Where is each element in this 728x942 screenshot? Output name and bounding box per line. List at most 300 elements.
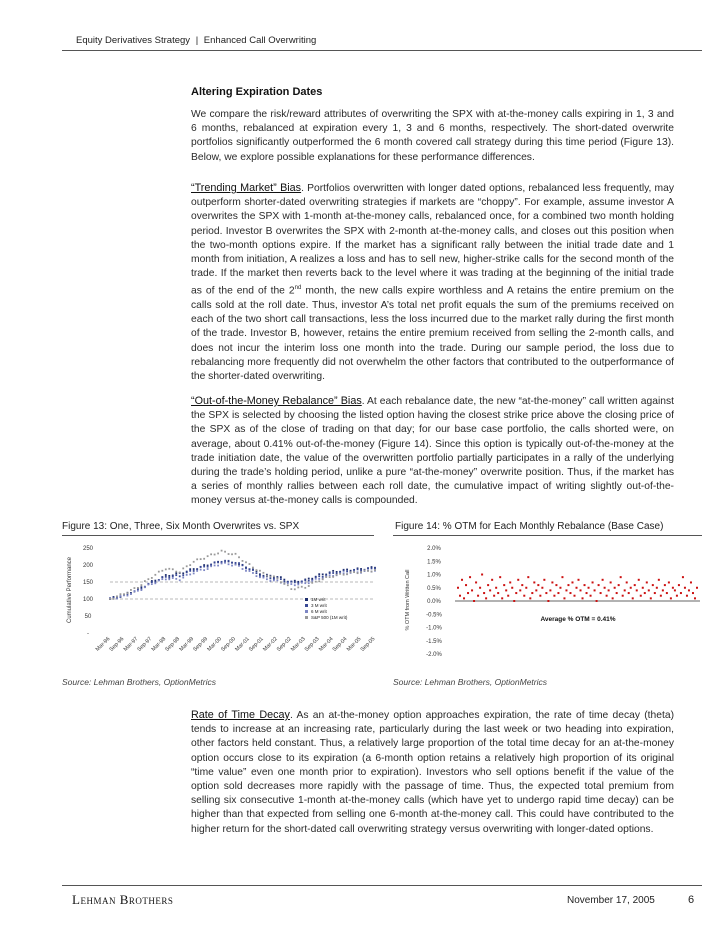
figure13-point xyxy=(346,571,348,573)
figure14-point xyxy=(692,592,694,594)
otm-paragraph xyxy=(191,394,674,509)
figure13-point xyxy=(374,568,376,570)
running-header xyxy=(76,35,316,46)
figure13-point xyxy=(318,580,320,582)
figure13-point xyxy=(332,570,334,572)
figure14-point xyxy=(598,584,600,586)
figure13-point xyxy=(165,574,167,576)
figure13-point xyxy=(193,568,195,570)
figure14-point xyxy=(664,584,666,586)
figure14-point xyxy=(680,592,682,594)
figure13-point xyxy=(154,582,156,584)
figure13-point xyxy=(290,588,292,590)
figure13-point xyxy=(252,567,254,569)
figure14-point xyxy=(678,584,680,586)
figure13-point xyxy=(228,553,230,555)
figure13-xtick-label: Mar-00 xyxy=(206,636,223,653)
figure13-point xyxy=(311,582,313,584)
figure14-point xyxy=(606,595,608,597)
figure13-point xyxy=(158,571,160,573)
figure13-point xyxy=(318,578,320,580)
figure13-point xyxy=(196,558,198,560)
figure14-point xyxy=(495,587,497,589)
figure13-point xyxy=(280,576,282,578)
figure13-point xyxy=(235,553,237,555)
figure14-point xyxy=(553,595,555,597)
otm-body: . At each rebalance date, the new “at-the-money” call written against the SPX is selected by choosing the listed option having the closest strike price above the closing price of the SPX as of the close of trading on that day; for our base case portfolio, the calls shorted were, on average, about 0.41% out-of-the-money (Figure 14). Since this option is typically out-of-the-money at the trade initiation date, the value of the overwritten portfolio partially participates in a rally of the underlying during the trade’s holding period, unlike a pure “at-the-money” overwrite position. Thus, if the market has a series of monthly rallies between each roll date, the cumulative impact of writing slightly out-of-the-money versus at-the-money calls is compounded. xyxy=(191,396,674,507)
figure14-point xyxy=(531,592,533,594)
figure14-point xyxy=(628,592,630,594)
figure13-point xyxy=(175,574,177,576)
figure13-point xyxy=(259,570,261,572)
figure13-point xyxy=(221,550,223,552)
figure13-xtick-label: Sep-02 xyxy=(275,636,293,653)
figure13-point xyxy=(360,571,362,573)
figure13-point xyxy=(256,569,258,571)
figure14-point xyxy=(475,581,477,583)
figure13-point xyxy=(238,565,240,567)
figure14-point xyxy=(640,595,642,597)
figure13-point xyxy=(367,567,369,569)
figure13-point xyxy=(165,576,167,578)
figure13-point xyxy=(263,577,265,579)
figure13-point xyxy=(276,579,278,581)
figure13-point xyxy=(308,582,310,584)
figure14-point xyxy=(638,579,640,581)
figure13-point xyxy=(217,553,219,555)
figure13-point xyxy=(276,577,278,579)
figure13-point xyxy=(134,590,136,592)
figure14-point xyxy=(481,574,483,576)
figure14-point xyxy=(592,581,594,583)
figure14-point xyxy=(523,595,525,597)
figure13-point xyxy=(346,569,348,571)
figure14-point xyxy=(517,579,519,581)
figure13-point xyxy=(193,573,195,575)
figure13-point xyxy=(242,564,244,566)
figure13-rule xyxy=(62,535,374,536)
figure13-point xyxy=(245,561,247,563)
figure13-point xyxy=(165,579,167,581)
figure13-point xyxy=(137,587,139,589)
figure14-ytick-label: 1.5% xyxy=(427,559,441,566)
figure13-point xyxy=(147,584,149,586)
figure14-point xyxy=(676,595,678,597)
figure13-point xyxy=(266,578,268,580)
intro-paragraph xyxy=(191,108,674,165)
figure14-point xyxy=(463,597,465,599)
figure14-point xyxy=(551,581,553,583)
intro-text: We compare the risk/reward attributes of overwriting the SPX with at-the-money calls expiring in 1, 3 and 6 months, rebalanced at expiration every 1, 3 and 6 months, respectively. The short-dated overwrite portfolios significantly outperformed the 6 month covered call strategy during this time period (Figure 13). Below, we explore possible explanations for these performance differences. xyxy=(191,109,674,163)
figure13-point xyxy=(364,569,366,571)
figure13-point xyxy=(322,573,324,575)
figure13-point xyxy=(182,572,184,574)
figure13-point xyxy=(318,573,320,575)
figure13-point xyxy=(214,554,216,556)
figure13-xtick-label: Mar-98 xyxy=(150,636,168,653)
figure13-point xyxy=(179,575,181,577)
figure13-point xyxy=(203,558,205,560)
figure13-xtick-label: Mar-03 xyxy=(290,636,307,653)
figure13-point xyxy=(144,586,146,588)
trending-superscript: nd xyxy=(294,285,302,292)
figure14-point xyxy=(580,589,582,591)
figure14-point xyxy=(684,587,686,589)
trending-body-end: month, the new calls expire worthless and A retains the entire premium on the calls sold at the roll date. Thus, investor A’s total net profit equals the sum of the premiums received on each of the two short call transactions, less the loss incurred due to the market rally during the first month of the trade. Investor B, however, retains the entire premium received from selling the 2-month calls, and does not incur the interim loss one month into the trade. During our sample period, the loss due to rebalancing more frequently did not overwhelm the other factors that contributed to the outperformance of the shorter-dated overwriting. xyxy=(191,285,675,383)
figure14-point xyxy=(604,587,606,589)
figure13-point xyxy=(322,576,324,578)
figure13-point xyxy=(329,574,331,576)
figure14-point xyxy=(477,595,479,597)
figure13-legend-marker xyxy=(305,598,308,601)
figure13-point xyxy=(221,561,223,563)
figure13-point xyxy=(367,570,369,572)
figure13-point xyxy=(290,581,292,583)
figure13-point xyxy=(179,572,181,574)
figure14-point xyxy=(622,595,624,597)
figure13-point xyxy=(182,577,184,579)
figure13-point xyxy=(186,571,188,573)
figure14-point xyxy=(457,587,459,589)
figure13-point xyxy=(325,576,327,578)
figure14-point xyxy=(610,581,612,583)
figure14-point xyxy=(459,595,461,597)
figure13-legend-label: 1M writ xyxy=(311,597,326,602)
figure13-point xyxy=(273,575,275,577)
figure13-point xyxy=(357,572,359,574)
figure13-title: Figure 13: One, Three, Six Month Overwrites vs. SPX xyxy=(62,521,300,532)
figure13-point xyxy=(193,570,195,572)
figure14-point xyxy=(608,589,610,591)
lehman-logo xyxy=(72,892,173,908)
figure13-point xyxy=(134,587,136,589)
figure13-point xyxy=(374,569,376,571)
figure13-point xyxy=(189,564,191,566)
figure14-point xyxy=(614,587,616,589)
figure13-point xyxy=(168,578,170,580)
figure13-xtick-label: Sep-01 xyxy=(248,636,265,653)
figure14-point xyxy=(672,587,674,589)
figure13-point xyxy=(224,562,226,564)
figure13-point xyxy=(172,577,174,579)
figure14-title: Figure 14: % OTM for Each Monthly Rebalance (Base Case) xyxy=(395,521,664,532)
figure14-point xyxy=(527,576,529,578)
figure14-point xyxy=(529,597,531,599)
figure14-point xyxy=(626,581,628,583)
figure14-point xyxy=(565,589,567,591)
figure13-point xyxy=(168,568,170,570)
figure13-point xyxy=(238,562,240,564)
figure13-point xyxy=(245,570,247,572)
figure13-legend-marker xyxy=(305,610,308,613)
figure13-point xyxy=(158,580,160,582)
figure13-point xyxy=(269,577,271,579)
figure14-annotation: Average % OTM = 0.41% xyxy=(540,615,616,623)
figure14-point xyxy=(491,579,493,581)
figure13-point xyxy=(283,579,285,581)
figure13-point xyxy=(120,595,122,597)
figure14-point xyxy=(513,600,515,602)
figure14-point xyxy=(658,579,660,581)
figure14-point xyxy=(573,595,575,597)
figure13-ytick-label: - xyxy=(87,631,89,637)
figure13-point xyxy=(116,595,118,597)
figure14-ytick-label: -2.0% xyxy=(426,652,442,658)
figure13-point xyxy=(231,553,233,555)
figure13-point xyxy=(304,582,306,584)
figure13-point xyxy=(252,572,254,574)
figure14-ytick-label: -1.5% xyxy=(426,638,442,645)
figure13-point xyxy=(242,568,244,570)
figure14-point xyxy=(654,592,656,594)
figure14-point xyxy=(499,576,501,578)
figure13-xtick-label: Mar-04 xyxy=(318,636,335,653)
figure13-xtick-label: Sep-00 xyxy=(220,636,237,653)
figure13-point xyxy=(210,553,212,555)
figure14-point xyxy=(600,592,602,594)
logo-text: Lehman Brothers xyxy=(72,892,174,907)
figure13-point xyxy=(207,566,209,568)
figure13-point xyxy=(329,576,331,578)
figure13-point xyxy=(140,584,142,586)
figure13-point xyxy=(315,578,317,580)
figure13-point xyxy=(127,595,129,597)
figure14-point xyxy=(618,584,620,586)
figure13-point xyxy=(214,565,216,567)
figure14-point xyxy=(642,587,644,589)
figure14-point xyxy=(686,595,688,597)
figure14-point xyxy=(571,581,573,583)
figure13-xtick-label: Mar-97 xyxy=(122,636,140,653)
figure14-point xyxy=(590,595,592,597)
figure14-point xyxy=(471,589,473,591)
figure14-point xyxy=(596,600,598,602)
figure13-point xyxy=(168,575,170,577)
header-breadcrumb: Equity Derivatives Strategy xyxy=(76,35,191,46)
figure13-point xyxy=(161,578,163,580)
figure13-point xyxy=(175,578,177,580)
figure13-xtick-label: Mar-99 xyxy=(178,636,196,653)
figure13-point xyxy=(116,597,118,599)
figure14-point xyxy=(694,597,696,599)
figure13-point xyxy=(161,570,163,572)
figure13-point xyxy=(113,598,115,600)
figure13-ytick-label: 250 xyxy=(82,546,94,552)
figure13-point xyxy=(322,578,324,580)
figure13-point xyxy=(283,583,285,585)
figure13-point xyxy=(120,593,122,595)
figure14-point xyxy=(541,587,543,589)
figure13-point xyxy=(186,574,188,576)
figure14-point xyxy=(493,595,495,597)
figure13-point xyxy=(259,576,261,578)
figure14-point xyxy=(648,589,650,591)
figure13-point xyxy=(280,578,282,580)
decay-paragraph xyxy=(191,708,674,837)
figure13-point xyxy=(186,565,188,567)
figure13-source: Source: Lehman Brothers, OptionMetrics xyxy=(62,677,217,687)
figure13-point xyxy=(182,574,184,576)
figure14-point xyxy=(497,592,499,594)
figure14-ytick-label: 2.0% xyxy=(427,546,441,552)
figure14-point xyxy=(479,587,481,589)
figure13-point xyxy=(294,584,296,586)
figure13-point xyxy=(172,575,174,577)
figure13-point xyxy=(256,572,258,574)
figure14-ytick-label: -0.5% xyxy=(426,612,442,619)
header-rule xyxy=(62,50,702,51)
figure13-xtick-label: Sep-99 xyxy=(192,636,210,653)
figure14-point xyxy=(584,584,586,586)
figure13-point xyxy=(161,576,163,578)
figure14-point xyxy=(521,584,523,586)
figure13-xtick-label: Sep-05 xyxy=(359,636,377,653)
figure13-point xyxy=(297,587,299,589)
figure13-point xyxy=(123,593,125,595)
figure14-point xyxy=(696,587,698,589)
figure14-chart xyxy=(393,538,702,672)
figure13-point xyxy=(151,581,153,583)
figure13-point xyxy=(231,565,233,567)
figure13-point xyxy=(259,573,261,575)
figure13-point xyxy=(210,564,212,566)
figure13-point xyxy=(287,584,289,586)
figure14-point xyxy=(473,600,475,602)
figure13-point xyxy=(294,580,296,582)
figure13-point xyxy=(179,579,181,581)
figure14-point xyxy=(588,587,590,589)
figure13-point xyxy=(189,574,191,576)
figure13-ylabel: Cumulative Performance xyxy=(67,556,73,624)
figure14-point xyxy=(547,600,549,602)
figure13-point xyxy=(182,567,184,569)
figure13-point xyxy=(165,568,167,570)
figure13-point xyxy=(154,574,156,576)
page-number: 6 xyxy=(688,894,695,906)
figure14-point xyxy=(690,581,692,583)
figure14-point xyxy=(670,597,672,599)
figure13-ytick-label: 50 xyxy=(84,614,92,620)
figure13-point xyxy=(200,569,202,571)
figure13-xtick-label: Sep-03 xyxy=(303,636,321,653)
figure13-point xyxy=(346,573,348,575)
figure13-point xyxy=(350,571,352,573)
figure13-point xyxy=(304,587,306,589)
figure14-point xyxy=(467,592,469,594)
figure13-point xyxy=(168,577,170,579)
figure13-point xyxy=(308,585,310,587)
figure14-point xyxy=(469,576,471,578)
figure14-point xyxy=(632,597,634,599)
figure13-point xyxy=(151,577,153,579)
figure13-point xyxy=(249,568,251,570)
figure13-point xyxy=(238,556,240,558)
figure14-point xyxy=(501,597,503,599)
figure13-ytick-label: 150 xyxy=(82,580,94,586)
figure13-point xyxy=(339,573,341,575)
figure14-point xyxy=(485,597,487,599)
figure13-point xyxy=(308,578,310,580)
otm-heading: “Out-of-the-Money Rebalance” Bias xyxy=(191,395,362,407)
trending-heading: “Trending Market” Bias xyxy=(191,182,302,194)
figure13-xtick-label: Sep-96 xyxy=(108,636,126,653)
figure13-point xyxy=(301,586,303,588)
figure13-point xyxy=(228,563,230,565)
figure13-point xyxy=(127,592,129,594)
figure13-point xyxy=(249,570,251,572)
figure13-point xyxy=(130,589,132,591)
figure13-point xyxy=(189,570,191,572)
figure13-point xyxy=(353,569,355,571)
figure13-point xyxy=(207,555,209,557)
figure13-point xyxy=(315,581,317,583)
figure13-point xyxy=(196,570,198,572)
figure14-point xyxy=(483,592,485,594)
figure14-point xyxy=(505,589,507,591)
figure13-point xyxy=(308,580,310,582)
figure13-legend-label: 3 M writ xyxy=(311,603,327,608)
figure14-point xyxy=(656,587,658,589)
figure13-point xyxy=(311,580,313,582)
figure14-point xyxy=(582,597,584,599)
figure14-point xyxy=(487,584,489,586)
figure13-point xyxy=(228,560,230,562)
figure13-point xyxy=(280,581,282,583)
figure14-point xyxy=(630,587,632,589)
figure13-point xyxy=(290,583,292,585)
figure13-point xyxy=(371,568,373,570)
figure14-point xyxy=(688,589,690,591)
figure13-point xyxy=(172,568,174,570)
figure13-point xyxy=(269,580,271,582)
figure13-point xyxy=(294,588,296,590)
figure14-point xyxy=(650,597,652,599)
figure13-xtick-label: Mar-96 xyxy=(94,636,112,653)
figure13-point xyxy=(147,578,149,580)
figure13-series-0 xyxy=(109,561,376,600)
figure13-point xyxy=(175,572,177,574)
figure13-point xyxy=(318,575,320,577)
figure14-point xyxy=(489,589,491,591)
figure13-point xyxy=(360,568,362,570)
figure14-ylabel: % OTM from Written Call xyxy=(405,569,411,631)
figure13-point xyxy=(353,571,355,573)
trending-body-start: . Portfolios overwritten with longer dated options, rebalanced less frequently, may outperform shorter-dated overwriting strategies if markets are “choppy”. For example, assume investor A overwrites the SPX with 1-month at-the-money calls, rebalanced once, for a combined two month holding period. Investor B overwrites the SPX with 2-month at-the-money calls, and closes out this position when the two-month options expire. If the market has a significant rally between the initial trade date and 1 month from initiation, A realizes a loss and has to sell new, higher-strike calls for the second month of the trade. If the market then reverts back to the level where it was trading at the beginning of the initial trade as of the end of the 2 xyxy=(191,183,674,297)
figure14-point xyxy=(503,584,505,586)
footer-rule xyxy=(62,885,702,886)
figure13-point xyxy=(287,582,289,584)
figure13-legend-label: S&P 500 (1M writ) xyxy=(311,615,348,620)
figure14-point xyxy=(662,589,664,591)
figure14-point xyxy=(557,592,559,594)
figure13-point xyxy=(151,583,153,585)
figure14-ytick-label: -1.0% xyxy=(426,625,442,632)
figure14-point xyxy=(539,595,541,597)
figure13-point xyxy=(304,579,306,581)
figure13-point xyxy=(332,572,334,574)
figure14-point xyxy=(543,579,545,581)
figure13-xtick-label: Sep-98 xyxy=(164,636,182,653)
figure13-xtick-label: Sep-04 xyxy=(331,636,349,653)
figure13-point xyxy=(175,571,177,573)
figure14-source: Source: Lehman Brothers, OptionMetrics xyxy=(393,677,548,687)
figure13-point xyxy=(273,580,275,582)
figure13-point xyxy=(235,564,237,566)
figure13-point xyxy=(235,562,237,564)
decay-heading: Rate of Time Decay xyxy=(191,709,290,721)
figure13-series-2 xyxy=(109,562,376,600)
figure13-ytick-label: 100 xyxy=(82,597,94,603)
